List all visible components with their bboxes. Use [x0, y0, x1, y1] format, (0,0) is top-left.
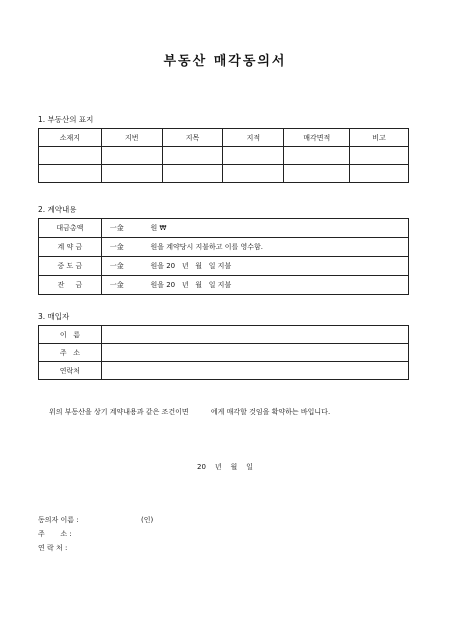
table-cell[interactable] [350, 165, 409, 183]
row-value[interactable]: 一金 원을 20 년 월 일 지불 [101, 257, 408, 276]
table-cell[interactable] [101, 165, 162, 183]
header-land-category: 지목 [162, 129, 223, 147]
header-location: 소재지 [39, 129, 102, 147]
table-cell[interactable] [350, 147, 409, 165]
table-cell[interactable] [162, 147, 223, 165]
table-row [39, 257, 409, 276]
buyer-address-field[interactable] [101, 344, 408, 362]
table-row [39, 362, 409, 380]
contract-table [38, 218, 409, 295]
confirmation-statement: 위의 부동산을 상기 계약내용과 같은 조건이면 에게 매각할 것임을 확약하는 바입니다. [49, 408, 331, 416]
row-label: 중 도 금 [39, 257, 102, 276]
signer-contact-label: 연 락 처 : [38, 544, 68, 552]
header-lot-number: 지번 [101, 129, 162, 147]
buyer-name-field[interactable] [101, 326, 408, 344]
table-row [39, 326, 409, 344]
table-row [39, 238, 409, 257]
table-cell[interactable] [101, 147, 162, 165]
signer-name-label: 동의자 이름 : [38, 516, 79, 524]
buyer-table [38, 325, 409, 380]
table-cell[interactable] [284, 165, 350, 183]
row-value[interactable]: 一金 원을 계약당시 지불하고 이를 영수함. [101, 238, 408, 257]
buyer-contact-label: 연락처 [39, 362, 102, 380]
table-cell[interactable] [162, 165, 223, 183]
row-value[interactable]: 一金 원을 20 년 월 일 지불 [101, 276, 408, 295]
row-label: 계 약 금 [39, 238, 102, 257]
seal-mark: (인) [141, 516, 154, 524]
section2-heading: 2. 계약내용 [38, 205, 77, 214]
signer-address-label: 주 소 : [38, 530, 72, 538]
header-area: 지적 [223, 129, 284, 147]
buyer-name-label: 이 름 [39, 326, 102, 344]
row-label: 대금총액 [39, 219, 102, 238]
section3-heading: 3. 매입자 [38, 312, 70, 321]
table-cell[interactable] [284, 147, 350, 165]
section1-heading: 1. 부동산의 표지 [38, 115, 94, 124]
header-sale-area: 매각면적 [284, 129, 350, 147]
row-label: 잔 금 [39, 276, 102, 295]
buyer-contact-field[interactable] [101, 362, 408, 380]
table-cell[interactable] [39, 147, 102, 165]
table-cell[interactable] [223, 165, 284, 183]
row-value[interactable]: 一金 원 ₩ [101, 219, 408, 238]
document-title: 부동산 매각동의서 [163, 54, 287, 69]
table-row [39, 165, 409, 183]
buyer-address-label: 주 소 [39, 344, 102, 362]
table-row [39, 344, 409, 362]
property-table [38, 128, 409, 183]
table-header-row [39, 129, 409, 147]
table-row [39, 219, 409, 238]
table-row [39, 147, 409, 165]
table-cell[interactable] [223, 147, 284, 165]
header-remarks: 비고 [350, 129, 409, 147]
date-line: 20 년 월 일 [197, 463, 253, 471]
table-row [39, 276, 409, 295]
table-cell[interactable] [39, 165, 102, 183]
